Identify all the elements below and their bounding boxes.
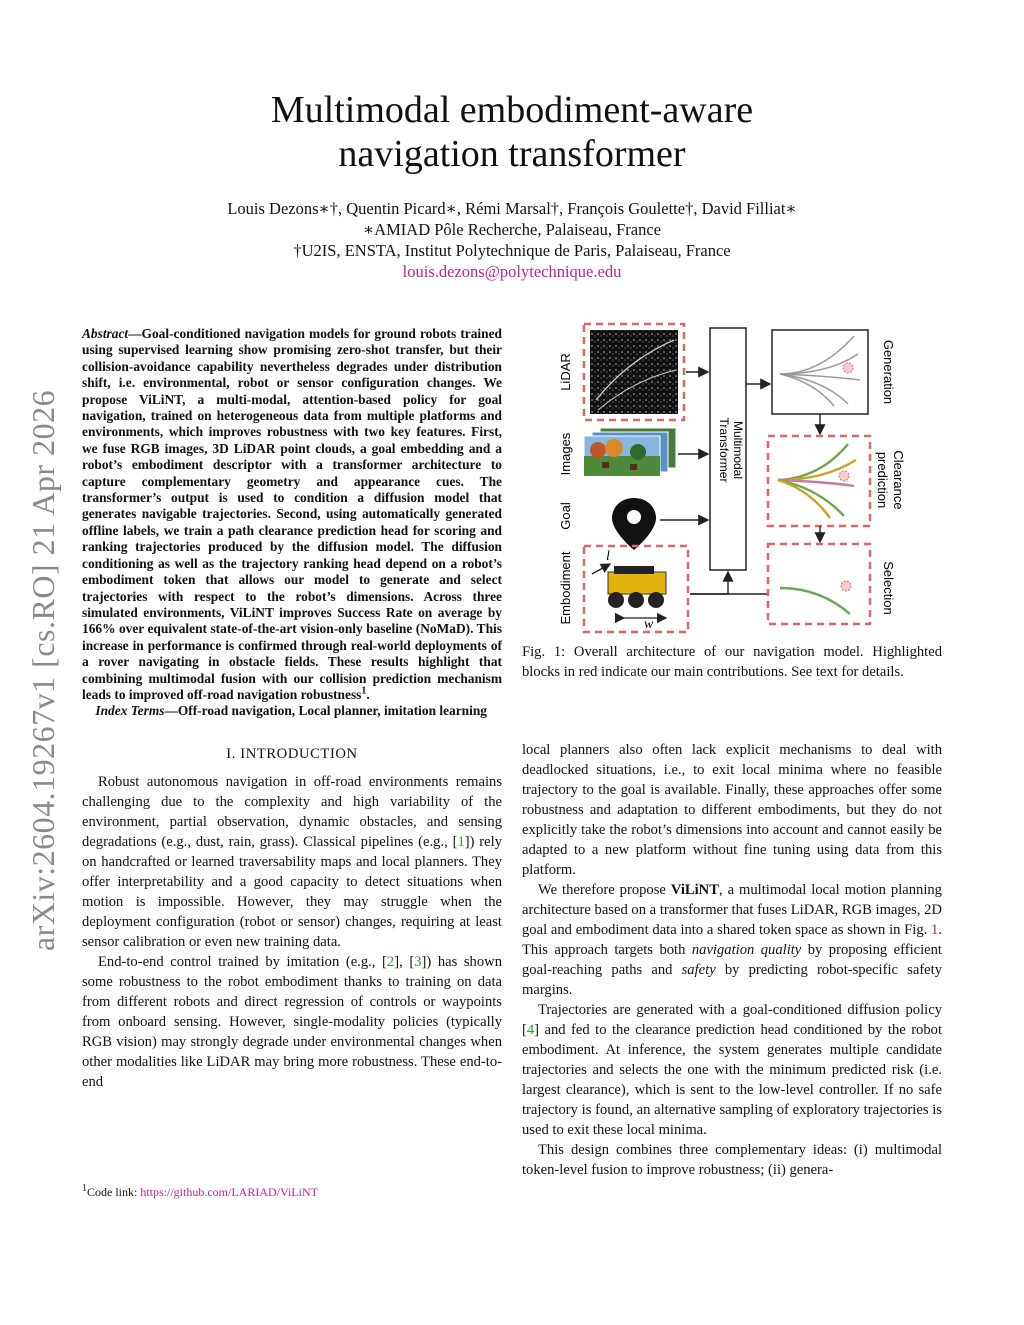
footnote-mark: 1 — [82, 1183, 87, 1194]
abstract-text: —Goal-conditioned navigation models for ground robots trained using supervised learning show promising zero-shot transfer, but their collision-avoidance capability nevertheless degrades under distribution shift, i.e. environmental, robot or sensor configuration changes. We propose ViLiNT, a multi-modal, attention-based policy for goal navigation, trained on heterogeneous data from multiple platforms and environments, which improves robustness with two key features. First, we fuse RGB images, 3D LiDAR point clouds, a goal embedding and a robot’s embodiment descriptor with a transformer architecture to capture complementary geometry and appearance cues. The transformer’s output is used to condition a diffusion model that generates navigable trajectories. Second, using automatically generated offline labels, we train a path clearance prediction head for scoring and ranking trajectories produced by the diffusion model. The diffusion conditioning as well as the trajectory ranking head depend on a robot’s embodiment token that allows our model to generate and select trajectories with respect to the robot’s dimensions. Across three simulated environments, ViLiNT improves Success Rate on average by 166% over equivalent state-of-the-art vision-only baseline (NoMaD). This increase in performance is confirmed through real-world deployments of a rover navigating in obstacle fields. These results highlight that combining multimodal fusion with our collision prediction mechanism leads to improved off-road navigation robustness — [82, 326, 502, 702]
intro-paragraph-2: End-to-end control trained by imitation (e.g., [2], [3]) has shown some robustness to the robot embodiment thanks to training on data from different robots and direct regression of controls or waypoints from onboard sensing. However, single-modality policies (typically RGB vision) may strongly degrade under environmental changes when other modalities like LiDAR may bring more robustness. These end-to-end — [82, 953, 502, 1090]
output-label-selection: Selection — [881, 561, 896, 615]
figure-caption: Fig. 1: Overall architecture of our navigation model. Highlighted blocks in red indicate our main contributions. See text for details. — [522, 644, 942, 680]
camera-images-stack — [584, 428, 676, 476]
citation-1[interactable]: 1 — [457, 833, 465, 850]
dimension-l-label: l — [606, 549, 610, 564]
input-label-lidar: LiDAR — [558, 353, 573, 391]
footnote — [82, 1184, 502, 1200]
arxiv-identifier — [14, 370, 74, 970]
generation-box — [772, 330, 868, 414]
dimension-l-arrow — [592, 564, 610, 574]
paper-title — [150, 88, 874, 176]
input-label-goal: Goal — [558, 502, 573, 530]
input-label-embodiment: Embodiment — [558, 551, 573, 625]
arrow-embodiment-to-transformer — [690, 572, 728, 594]
architecture-diagram — [548, 320, 948, 636]
index-terms-lead: Index Terms — [95, 703, 165, 719]
intro-paragraph-4: We therefore propose ViLiNT, a multimodal local motion planning architecture based on a transformer that fuses LiDAR, RGB images, 2D goal and embodiment data into a shared token space as shown in Fig. 1. This approach targets both navigation quality by proposing efficient goal-reaching paths and safety by predicting robot-specific safety margins. — [522, 882, 943, 998]
clearance-obstacle — [839, 471, 849, 481]
affiliation-2: †U2IS, ENSTA, Institut Polytechnique de Paris, Palaiseau, France — [293, 241, 731, 260]
title-line-1: Multimodal embodiment-aware — [270, 89, 754, 131]
output-label-clearance: Clearance — [891, 450, 906, 510]
abstract-footnote-mark[interactable]: 1 — [361, 685, 367, 697]
code-link[interactable]: https://github.com/LARIAD/ViLiNT — [140, 1185, 318, 1199]
architecture-figure — [548, 320, 948, 636]
title-line-2: navigation transformer — [338, 133, 686, 175]
citation-4[interactable]: 4 — [526, 1022, 535, 1038]
citation-3[interactable]: 3 — [414, 953, 422, 970]
intro-paragraph-1: Robust autonomous navigation in off-road environments remains challenging due to the complexity and high variability of the environment, partial observation, dynamic obstacles, and sensing degradations (e.g., dust, rain, grass). Classical pipelines (e.g., [1]) rely on handcrafted or learned traversability maps and local planners. They offer interpretability and a good capacity to detect situations when motion is impossible. However, they may struggle when the deployment configuration (robot or sensor) changes, requiring at least sensor calibration or even new training data. — [82, 773, 502, 950]
author-block — [110, 198, 914, 282]
goal-pin-icon — [612, 498, 656, 550]
affiliation-1: ∗AMIAD Pôle Recherche, Palaiseau, France — [362, 220, 662, 239]
citation-2[interactable]: 2 — [386, 953, 395, 970]
abstract-lead: Abstract — [82, 326, 129, 341]
footnote-label: Code link: — [87, 1185, 141, 1199]
output-label-generation: Generation — [881, 339, 896, 405]
intro-paragraph-3: local planners also often lack explicit mechanisms to deal with deadlocked situations, i.e., to exit local minima where no feasible trajectory to the goal is available. Finally, these approaches offer some robustness and adaptation to different embodiments, but they do not explicitly take the robot’s dimensions into account and cannot easily be adapted to a new platform without fine tuning using data from this platform. — [522, 742, 942, 878]
selection-box — [768, 544, 870, 624]
intro-paragraph-6: This design combines three complementary ideas: (i) multimodal token-level fusion to improve robustness; (ii) genera- — [522, 1142, 942, 1178]
author-email-link[interactable]: louis.dezons@polytechnique.edu — [402, 262, 622, 281]
abstract-end: . — [366, 686, 370, 702]
input-label-images: Images — [558, 432, 573, 476]
right-column — [522, 740, 942, 1180]
author-names: Louis Dezons∗†, Quentin Picard∗, Rémi Marsal†, François Goulette†, David Filliat∗ — [227, 199, 797, 218]
output-label-prediction: prediction — [875, 451, 890, 509]
section-heading-introduction: I. INTRODUCTION — [226, 745, 358, 762]
rover-icon — [608, 566, 666, 608]
index-terms-text: —Off-road navigation, Local planner, imitation learning — [164, 703, 487, 719]
transformer-label-1: Multimodal — [731, 420, 745, 480]
transformer-label-2: Transformer — [717, 417, 731, 483]
intro-paragraph-5: Trajectories are generated with a goal-conditioned diffusion policy [4] and fed to the clearance prediction head conditioned by the robot embodiment. At inference, the system generates multiple candidate trajectories and selects the one with the minimum predicted risk (i.e. largest clearance), which is sent to the low-level controller. If no safe trajectory is found, an alternative sampling of exploratory trajectories is used to exit these local minima. — [522, 1002, 942, 1138]
left-column — [82, 326, 502, 1092]
arxiv-identifier-text: arXiv:2604.19267v1 [cs.RO] 21 Apr 2026 — [25, 389, 62, 951]
abstract — [82, 326, 502, 703]
index-terms — [82, 703, 502, 719]
model-name: ViLiNT — [670, 882, 719, 898]
selection-obstacle — [841, 581, 851, 591]
lidar-pointcloud-image — [590, 330, 678, 414]
dimension-w-label: w — [644, 617, 654, 632]
figure-1-link[interactable]: 1 — [931, 922, 939, 938]
generation-obstacle — [843, 363, 853, 373]
